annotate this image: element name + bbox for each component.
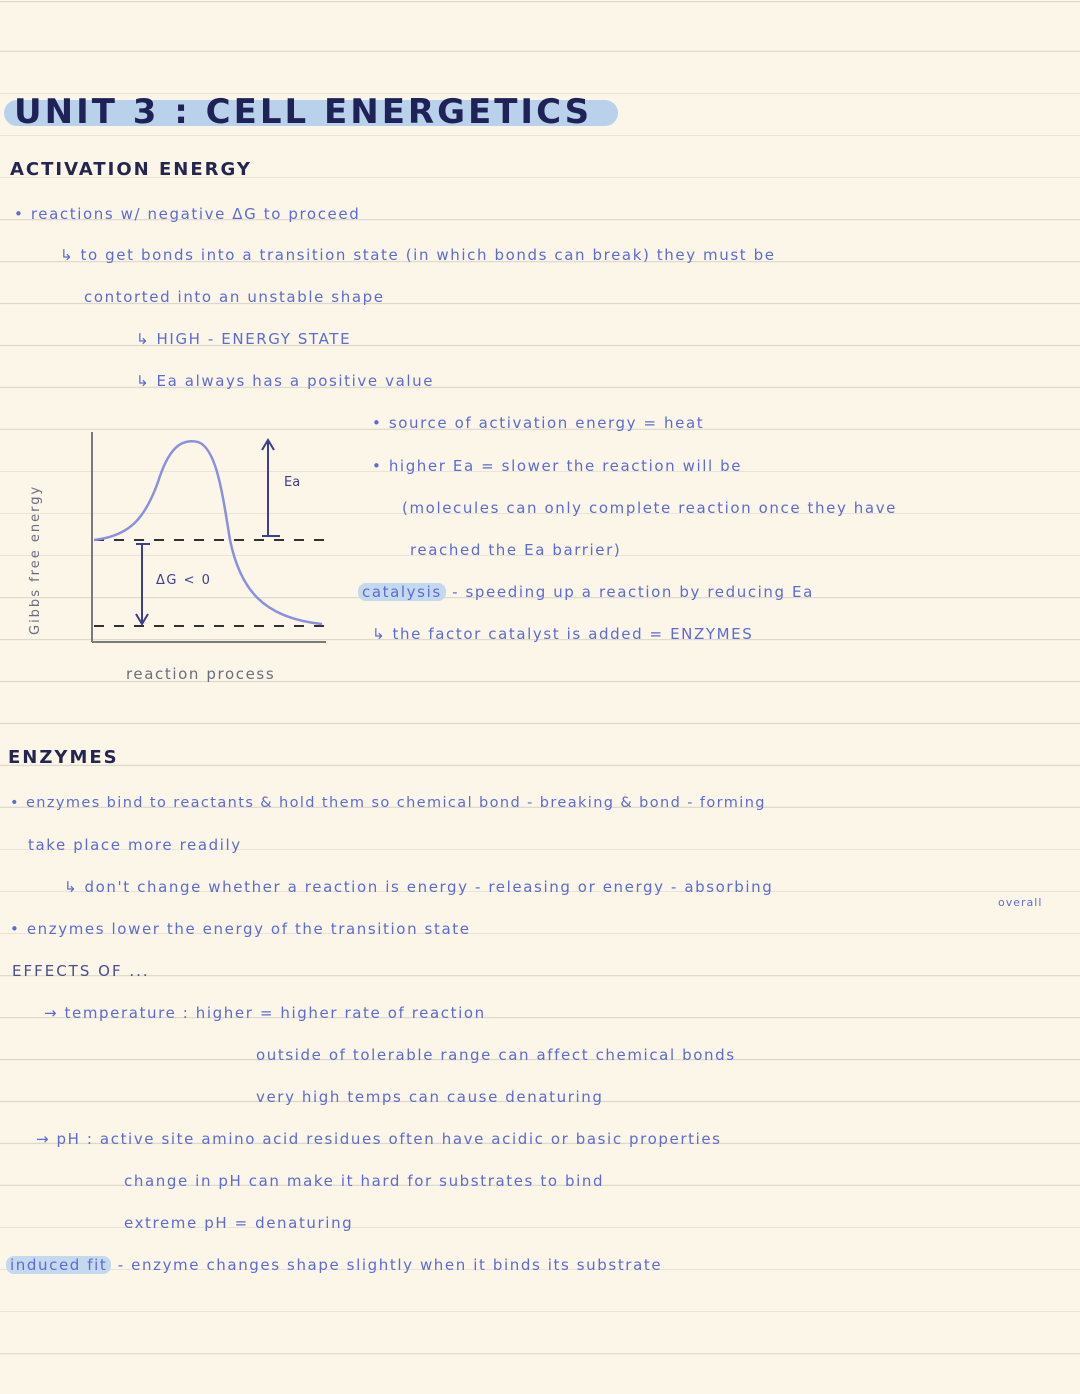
energy-curve [94, 441, 322, 624]
induced-fit-definition: - enzyme changes shape slightly when it binds its substrate [111, 1256, 663, 1274]
note-line: • higher Ea = slower the reaction will be [372, 457, 743, 475]
term-highlight-induced-fit: induced fit [6, 1256, 111, 1274]
dg-label: ΔG < 0 [156, 573, 212, 588]
note-line: • enzymes bind to reactants & hold them so chemical bond - breaking & bond - forming [10, 795, 766, 811]
section-heading-enzymes: ENZYMES [8, 747, 119, 768]
note-line: (molecules can only complete reaction once they have [402, 499, 898, 517]
note-line: change in pH can make it hard for substrates to bind [124, 1172, 605, 1190]
note-line: overall [998, 896, 1043, 909]
energy-diagram [40, 420, 340, 660]
page-title: UNIT 3 : CELL ENERGETICS [14, 92, 593, 132]
note-line: extreme pH = denaturing [124, 1214, 354, 1232]
graph-x-axis-label: reaction process [126, 665, 276, 683]
note-line: • source of activation energy = heat [372, 414, 705, 432]
ea-label: Ea [284, 475, 301, 490]
note-line: → pH : active site amino acid residues often have acidic or basic properties [36, 1130, 722, 1148]
note-line: → temperature : higher = higher rate of reaction [44, 1004, 486, 1022]
note-line: ↳ Ea always has a positive value [136, 372, 435, 390]
note-line: reached the Ea barrier) [410, 541, 622, 559]
note-line: contorted into an unstable shape [84, 288, 385, 306]
note-line: • enzymes lower the energy of the transition state [10, 920, 471, 938]
note-line: take place more readily [28, 836, 242, 854]
note-line: outside of tolerable range can affect chemical bonds [256, 1046, 736, 1064]
term-highlight-catalysis: catalysis [358, 583, 446, 601]
catalysis-definition: - speeding up a reaction by reducing Ea [445, 583, 814, 601]
note-line: ↳ to get bonds into a transition state (in which bonds can break) they must be [60, 246, 776, 264]
note-line: • reactions w/ negative ΔG to proceed [14, 205, 361, 223]
note-line: very high temps can cause denaturing [256, 1088, 604, 1106]
note-line: ↳ don't change whether a reaction is energy - releasing or energy - absorbing [64, 878, 774, 896]
effects-heading: EFFECTS OF ... [12, 962, 150, 980]
section-heading-activation-energy: ACTIVATION ENERGY [10, 159, 252, 180]
note-line: ↳ HIGH - ENERGY STATE [136, 330, 352, 348]
note-line: ↳ the factor catalyst is added = ENZYMES [372, 625, 754, 643]
graph-y-axis-label: Gibbs free energy [28, 484, 43, 635]
